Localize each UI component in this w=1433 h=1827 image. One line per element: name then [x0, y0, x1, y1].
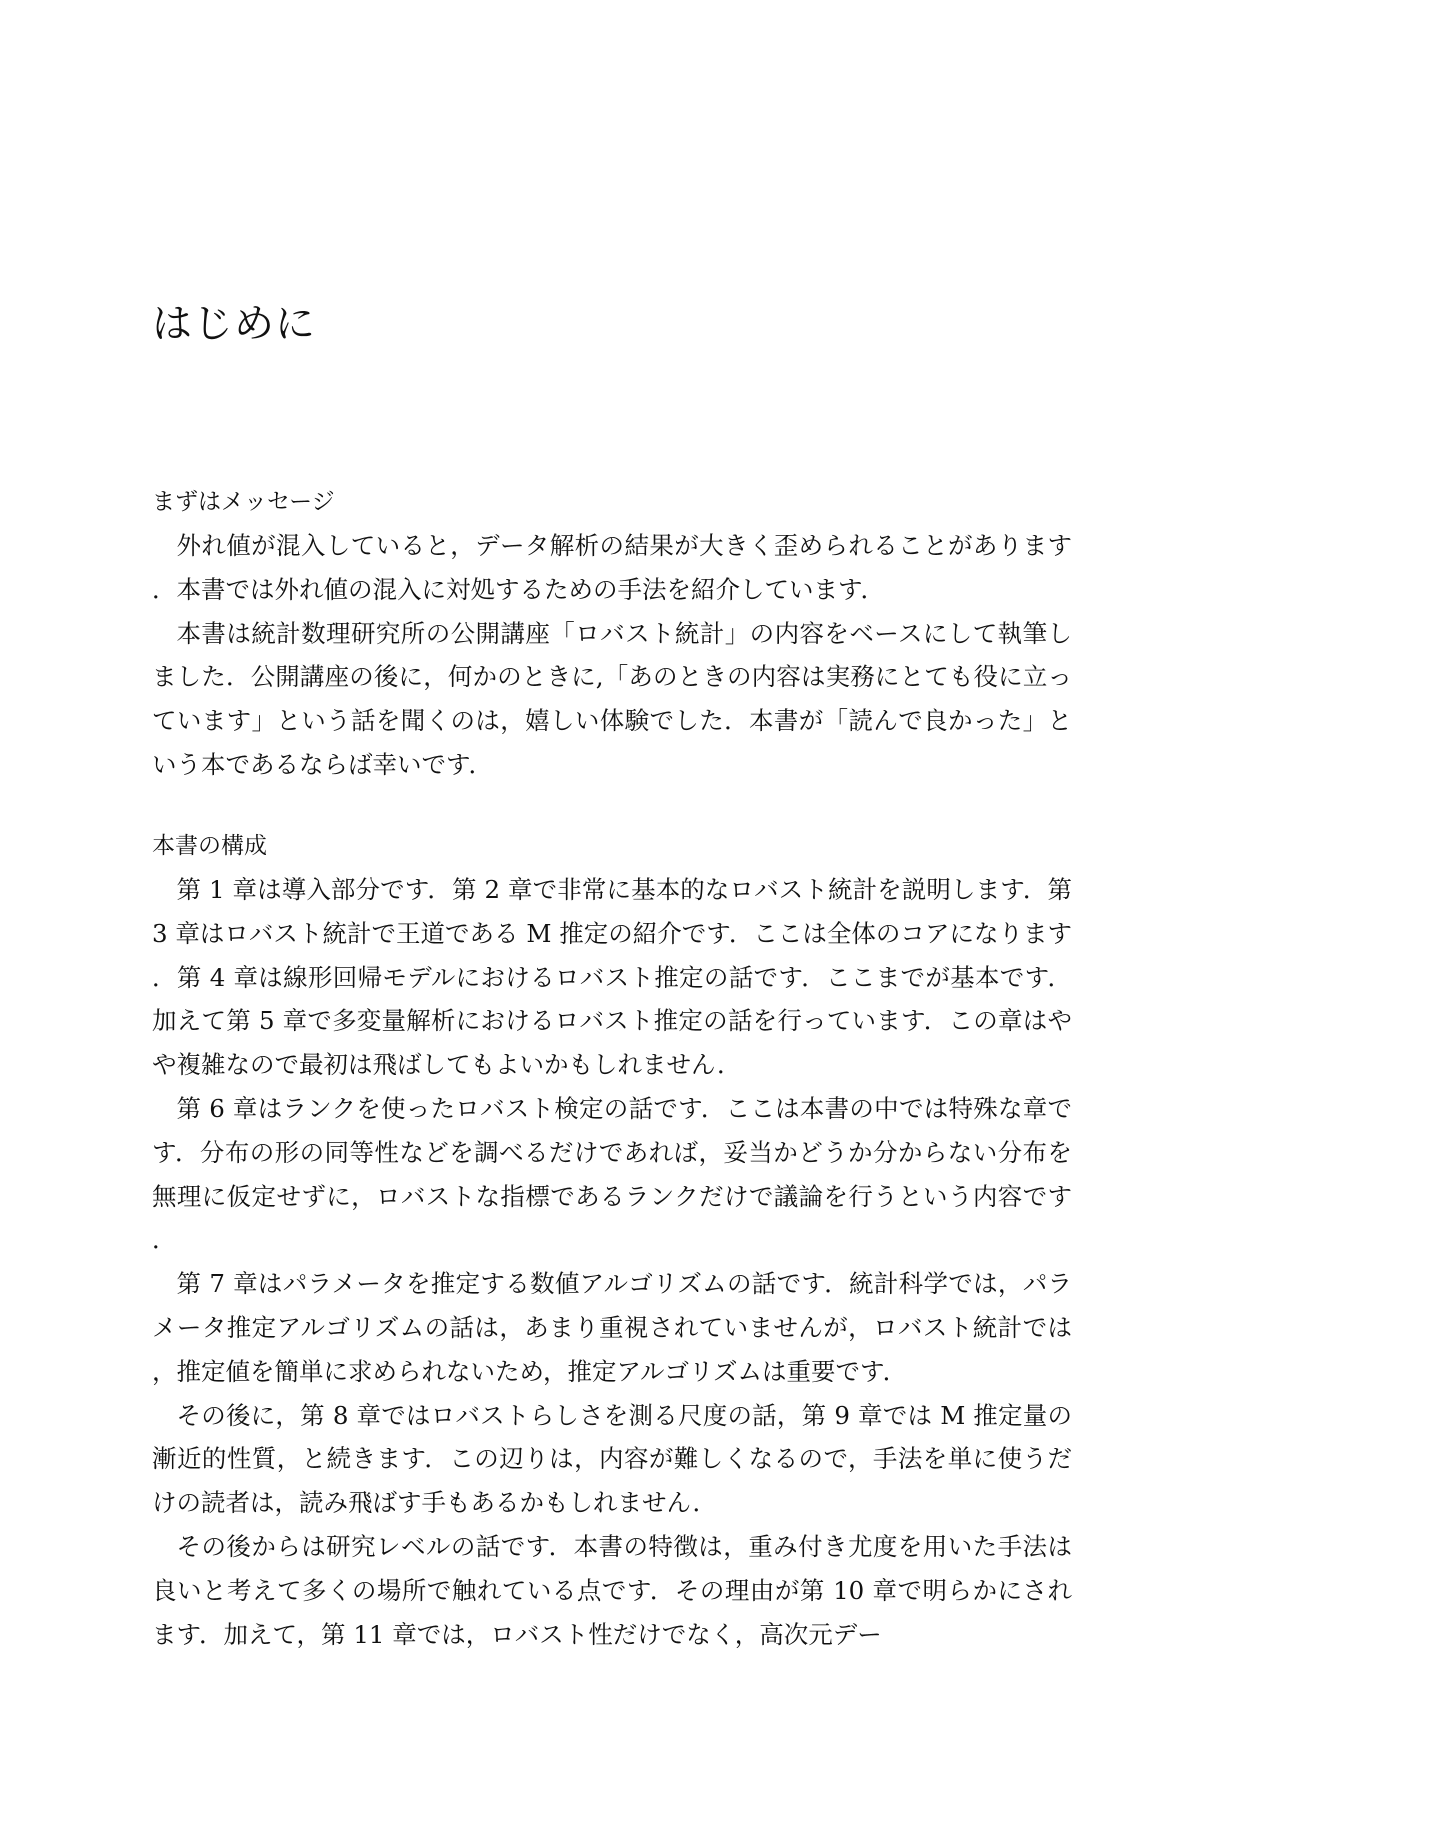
- paragraph: 外れ値が混入していると，データ解析の結果が大きく歪められることがあります．本書では外れ値の混入に対処するための手法を紹介しています．: [152, 531, 1072, 604]
- paragraph: 第 1 章は導入部分です．第 2 章で非常に基本的なロバスト統計を説明します．第 3 章はロバスト統計で王道である M 推定の紹介です．ここは全体のコアになります．第 4 章は線形回帰モデルにおけるロバスト推定の話です．ここまでが基本です．加えて第 5 章で多変量解析におけるロバスト推定の話を行っています．この章はやや複雑なので最初は飛ばしてもよいかもしれません．: [152, 875, 1072, 1080]
- paragraph: 第 7 章はパラメータを推定する数値アルゴリズムの話です．統計科学では，パラメータ推定アルゴリズムの話は，あまり重視されていませんが，ロバスト統計では，推定値を簡単に求められないため，推定アルゴリズムは重要です．: [152, 1269, 1072, 1386]
- paragraph: その後からは研究レベルの話です．本書の特徴は，重み付き尤度を用いた手法は良いと考えて多くの場所で触れている点です．その理由が第 10 章で明らかにされます．加えて，第 11 章では，ロバスト性だけでなく，高次元デー: [152, 1531, 1072, 1649]
- section-message: [152, 480, 1072, 787]
- section-heading: 本書の構成: [152, 833, 267, 859]
- chapter-title: はじめに: [152, 301, 316, 347]
- section-book-structure: [152, 824, 1072, 1656]
- paragraph: 本書は統計数理研究所の公開講座「ロバスト統計」の内容をベースにして執筆しました．公開講座の後に，何かのときに,「あのときの内容は実務にとても役に立っています」という話を聞くのは，嬉しい体験でした．本書が「読んで良かった」という本であるならば幸いです．: [152, 618, 1072, 779]
- paragraph: 第 6 章はランクを使ったロバスト検定の話です．ここは本書の中では特殊な章です．分布の形の同等性などを調べるだけであれば，妥当かどうか分からない分布を無理に仮定せずに，ロバストな指標であるランクだけで議論を行うという内容です．: [152, 1093, 1072, 1255]
- paragraph: その後に，第 8 章ではロバストらしさを測る尺度の話，第 9 章では M 推定量の漸近的性質，と続きます．この辺りは，内容が難しくなるので，手法を単に使うだけの読者は，読み飛ばす手もあるかもしれません．: [152, 1400, 1072, 1518]
- section-heading: まずはメッセージ: [152, 489, 335, 515]
